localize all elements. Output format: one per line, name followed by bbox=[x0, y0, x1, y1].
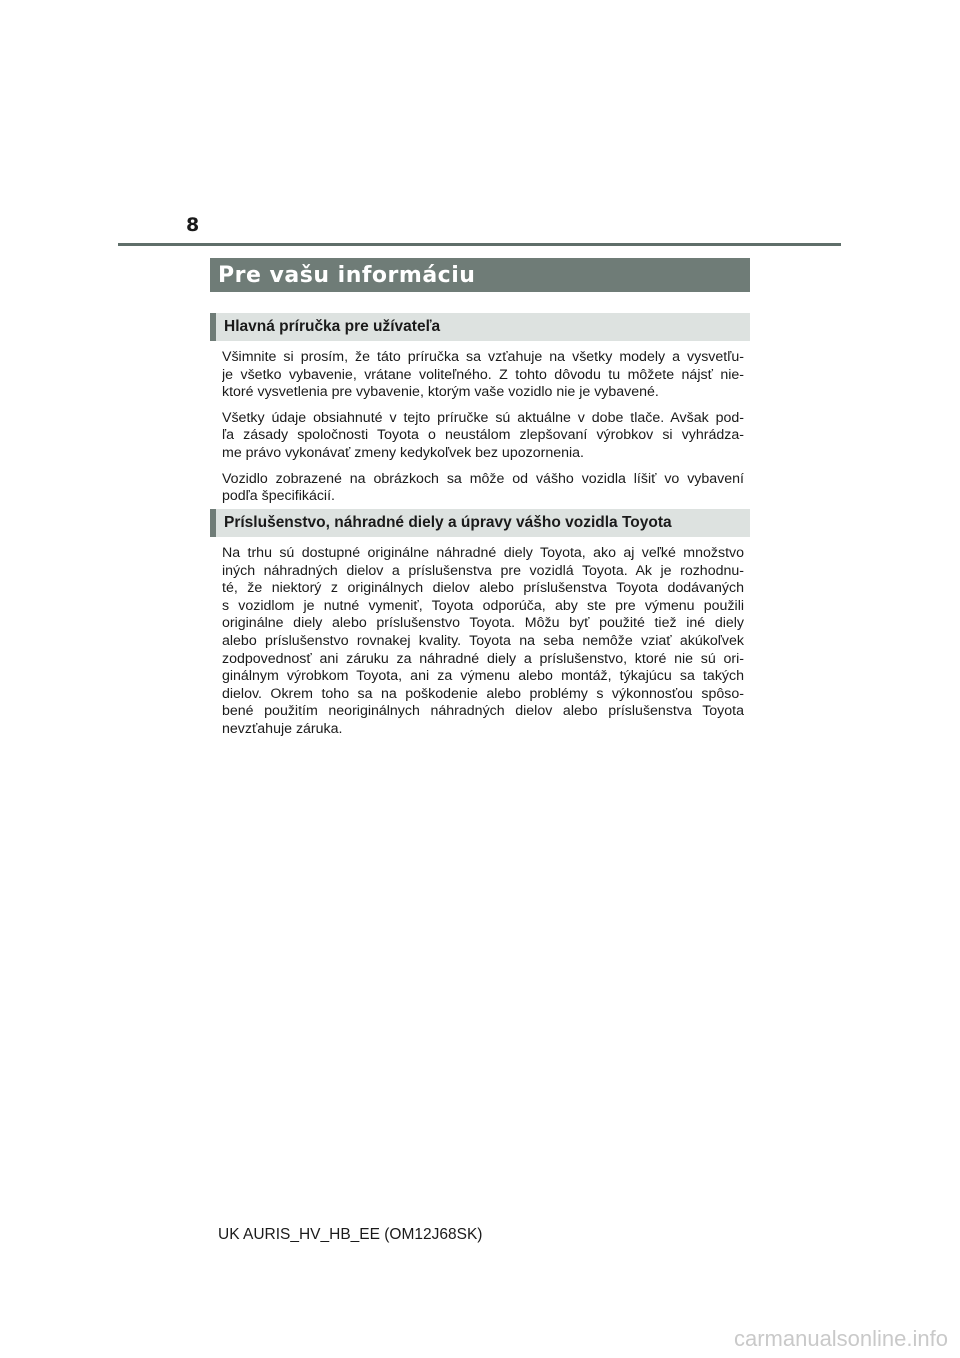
paragraph bbox=[222, 410, 744, 463]
paragraph bbox=[222, 545, 744, 739]
section-heading-label: Príslušenstvo, náhradné diely a úpravy vášho vozidla Toyota bbox=[224, 514, 672, 531]
text-line: ktoré vysvetlenia pre vybavenie, ktorým vaše vozidlo nie je vybavené. bbox=[222, 384, 659, 401]
text-line: té, že niektorý z originálnych dielov alebo príslušenstva Toyota dodávaných bbox=[222, 580, 744, 597]
text-line: Všetky údaje obsiahnuté v tejto príručke sú aktuálne v dobe tlače. Avšak pod- bbox=[222, 409, 744, 426]
section-heading-label: Hlavná príručka pre užívateľa bbox=[224, 318, 441, 335]
text-line: ginálnym výrobkom Toyota, ani za výmenu alebo montáž, týkajúcu sa takých bbox=[222, 668, 744, 685]
paragraph bbox=[222, 349, 744, 402]
text-line: zodpovednosť ani záruku za náhradné diely a príslušenstvo, ktoré nie sú ori- bbox=[222, 650, 744, 667]
text-line: alebo príslušenstvo rovnakej kvality. Toyota na seba nemôže vziať akúkoľvek bbox=[222, 632, 744, 649]
text-line: iných náhradných dielov a príslušenstva pre vozidlá Toyota. Ak je rozhodnu- bbox=[222, 562, 744, 579]
paragraph bbox=[222, 471, 744, 506]
section-body-manual bbox=[222, 349, 744, 514]
text-line: me právo vykonávať zmeny kedykoľvek bez upozornenia. bbox=[222, 444, 584, 461]
section-heading-accessories bbox=[210, 509, 750, 537]
text-line: s vozidlom je nutné vymeniť, Toyota odporúča, aby ste pre výmenu použili bbox=[222, 597, 744, 614]
section-heading-manual bbox=[210, 313, 750, 341]
header-rule bbox=[118, 243, 841, 246]
page-title-bar bbox=[210, 258, 750, 292]
document-code-footer: UK AURIS_HV_HB_EE (OM12J68SK) bbox=[218, 1226, 483, 1243]
watermark[interactable]: carmanualsonline.info bbox=[733, 1326, 948, 1351]
page-title: Pre vašu informáciu bbox=[218, 262, 476, 288]
section-body-accessories bbox=[222, 545, 744, 747]
text-line: podľa špecifikácií. bbox=[222, 488, 335, 505]
text-line: Všimnite si prosím, že táto príručka sa vzťahuje na všetky modely a vysvetľu- bbox=[222, 349, 744, 365]
text-line: je všetko vybavenie, vrátane voliteľného. Z tohto dôvodu tu môžete nájsť nie- bbox=[222, 366, 744, 383]
text-line: dielov. Okrem toho sa na poškodenie alebo problémy s výkonnosťou spôso- bbox=[222, 685, 744, 702]
page-number: 8 bbox=[186, 214, 200, 236]
text-line: originálne diely alebo príslušenstvo Toyota. Môžu byť použité tiež iné diely bbox=[222, 615, 744, 632]
text-line: ľa zásady spoločnosti Toyota o neustálom zlepšovaní výrobkov si vyhrádza- bbox=[222, 427, 744, 444]
text-line: nevzťahuje záruka. bbox=[222, 720, 343, 737]
text-line: Na trhu sú dostupné originálne náhradné diely Toyota, ako aj veľké množstvo bbox=[222, 545, 744, 561]
text-line: bené použitím neoriginálnych náhradných dielov alebo príslušenstva Toyota bbox=[222, 703, 744, 720]
text-line: Vozidlo zobrazené na obrázkoch sa môže od vášho vozidla líšiť vo vybavení bbox=[222, 470, 744, 487]
